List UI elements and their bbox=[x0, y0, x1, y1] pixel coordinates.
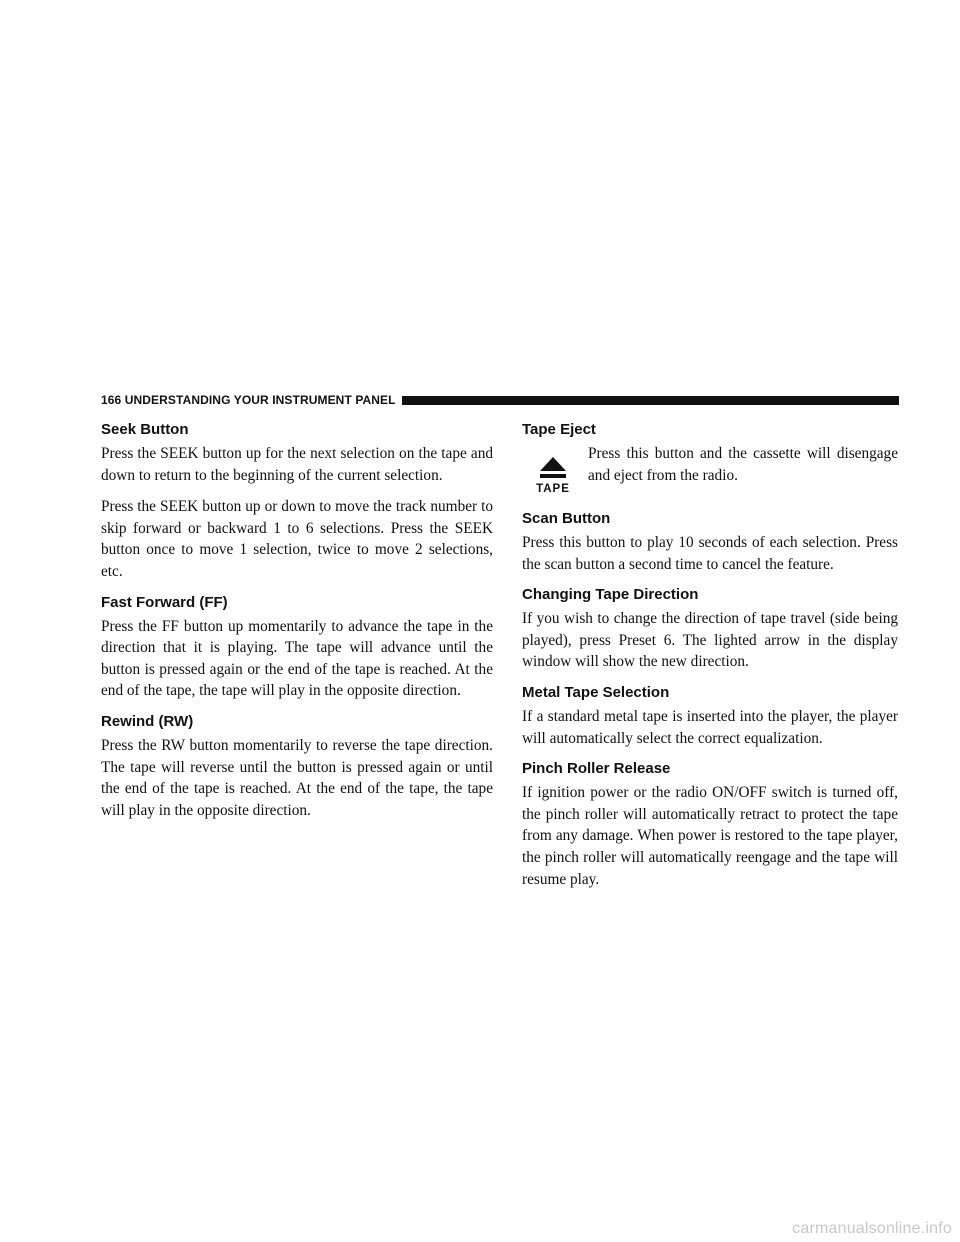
header-rule bbox=[402, 396, 899, 405]
paragraph: Press this button and the cassette will disengage and eject from the radio. bbox=[588, 445, 898, 484]
watermark: carmanualsonline.info bbox=[792, 1220, 952, 1237]
paragraph: Press the SEEK button up or down to move the track number to skip forward or backward 1 to 6 selections. Press the SEEK button once to move 1 selection, twice to move 2 selections, etc. bbox=[101, 498, 493, 580]
page-header-text: 166 UNDERSTANDING YOUR INSTRUMENT PANEL bbox=[101, 393, 396, 407]
paragraph: Press the SEEK button up for the next selection on the tape and down to return to the beginning of the current selection. bbox=[101, 445, 493, 484]
right-column bbox=[522, 420, 898, 900]
section-scan-button bbox=[522, 509, 898, 575]
section-changing-tape-direction bbox=[522, 585, 898, 673]
page-header bbox=[101, 390, 899, 410]
section-title: Changing Tape Direction bbox=[522, 586, 699, 604]
section-rewind bbox=[101, 712, 493, 821]
section-fast-forward bbox=[101, 593, 493, 702]
section-title: Seek Button bbox=[101, 421, 189, 438]
section-title: Fast Forward (FF) bbox=[101, 593, 228, 611]
paragraph: If ignition power or the radio ON/OFF switch is turned off, the pinch roller will automatically retract to protect the tape from any damage. When power is restored to the tape player, the pinch roller will automatically reengage and the tape will resume play. bbox=[522, 784, 898, 888]
tape-eject-button-graphic bbox=[522, 443, 584, 495]
eject-block bbox=[522, 443, 898, 495]
section-title: Scan Button bbox=[522, 510, 611, 527]
eject-label: TAPE bbox=[536, 483, 570, 495]
section-metal-tape-selection bbox=[522, 683, 898, 749]
paragraph: Press the RW button momentarily to reverse the tape direction. The tape will reverse until the button is pressed again or until the end of the tape is reached. At the end of the tape, the tape will play in the opposite direction. bbox=[101, 736, 493, 819]
section-seek-button bbox=[101, 420, 493, 583]
section-title: Tape Eject bbox=[522, 421, 596, 438]
section-tape-eject bbox=[522, 420, 898, 495]
paragraph: Press the FF button up momentarily to advance the tape in the direction that it is playing. The tape will advance until the button is pressed again or the end of the tape is reached. At the end of the tape, the tape will play in the opposite direction. bbox=[101, 617, 493, 700]
left-column bbox=[101, 420, 493, 831]
eject-icon bbox=[539, 457, 567, 479]
section-pinch-roller-release bbox=[522, 759, 898, 890]
section-title: Metal Tape Selection bbox=[522, 683, 670, 701]
section-title: Pinch Roller Release bbox=[522, 760, 671, 778]
section-title: Rewind (RW) bbox=[101, 712, 194, 730]
paragraph: If you wish to change the direction of tape travel (side being played), press Preset 6. The lighted arrow in the display window will show the new direction. bbox=[522, 610, 898, 671]
paragraph: If a standard metal tape is inserted into the player, the player will automatically select the correct equalization. bbox=[522, 707, 898, 747]
paragraph: Press this button to play 10 seconds of each selection. Press the scan button a second time to cancel the feature. bbox=[522, 534, 898, 573]
